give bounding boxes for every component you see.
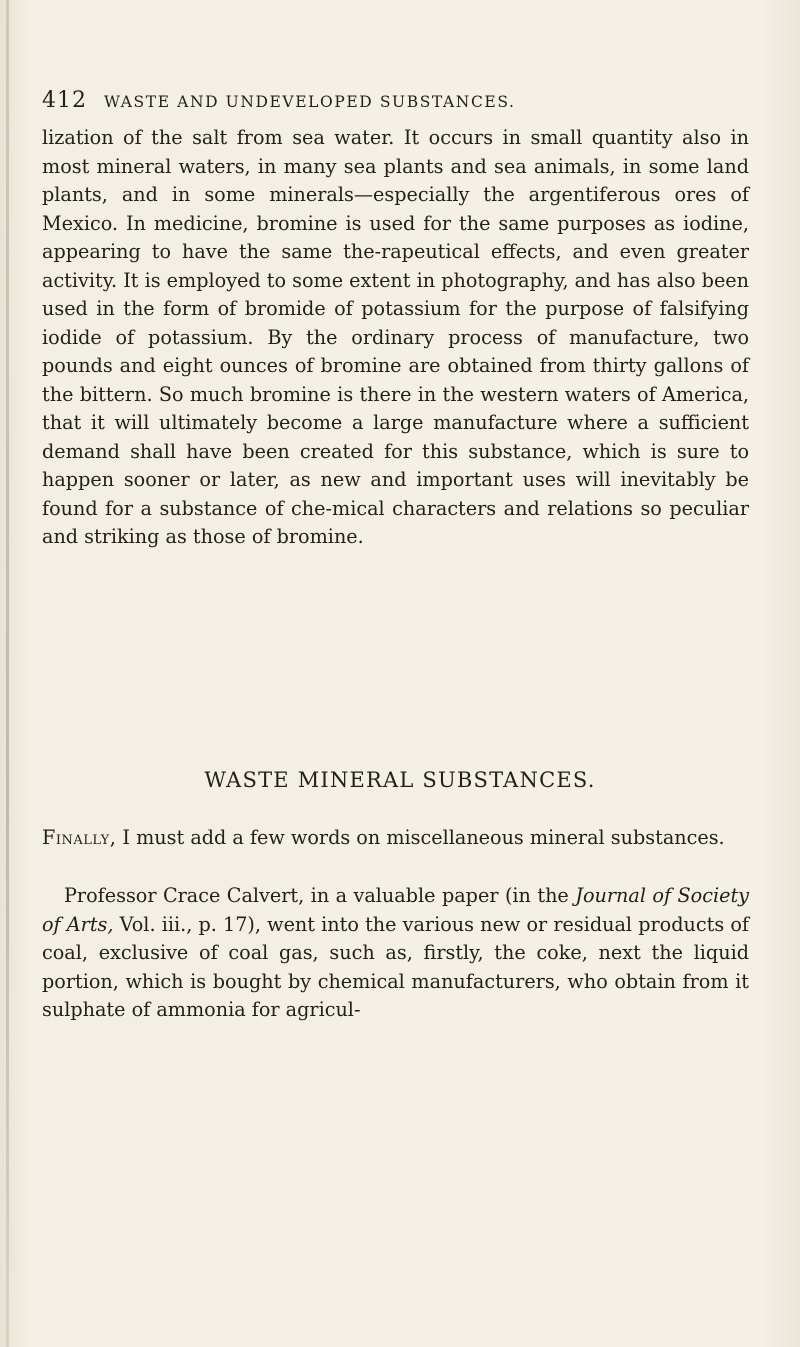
running-head: WASTE AND UNDEVELOPED SUBSTANCES. (104, 93, 516, 111)
section-heading: WASTE MINERAL SUBSTANCES. (204, 768, 596, 792)
page-binding-edge (6, 0, 9, 1347)
lead-word: Finally, (42, 826, 117, 849)
paragraph-calvert (42, 882, 749, 1025)
paragraph-calvert-text-a: Professor Crace Calvert, in a valuable paper (in the (64, 884, 576, 907)
paragraph-calvert-text-b: Vol. iii., p. 17), went into the various new or residual products of coal, exclusive of coal gas, such as, firstly, the coke, next the liquid portion, which is bought by chemical manufacturers, who obtain from it sulphate of ammonia for agricul- (42, 912, 749, 1021)
paragraph-finally-text: I must add a few words on miscellaneous mineral substances. (116, 826, 725, 849)
paragraph-bromine: lization of the salt from sea water. It occurs in small quantity also in most mineral waters, in many sea plants and sea animals, in some land plants, and in some minerals—especially the argentiferous ores of Mexico. In medicine, bromine is used for the same purposes as iodine, appearing to have the same the-rapeutical effects, and even greater activity. It is employed to some extent in photography, and has also been used in the form of bromide of potassium for the purpose of falsifying iodide of potassium. By the ordinary process of manufacture, two pounds and eight ounces of bromine are obtained from thirty gallons of the bittern. So much bromine is there in the western waters of America, that it will ultimately become a large manufacture where a sufficient demand shall have been created for this substance, which is sure to happen sooner or later, as new and important uses will inevitably be found for a substance of che-mical characters and relations so peculiar and striking as those of bromine. (42, 126, 750, 548)
paragraph-finally (42, 824, 749, 853)
page-number: 412 (42, 88, 87, 113)
page-header (42, 88, 742, 118)
journal-title: Journal of Society of Arts, (42, 884, 749, 936)
